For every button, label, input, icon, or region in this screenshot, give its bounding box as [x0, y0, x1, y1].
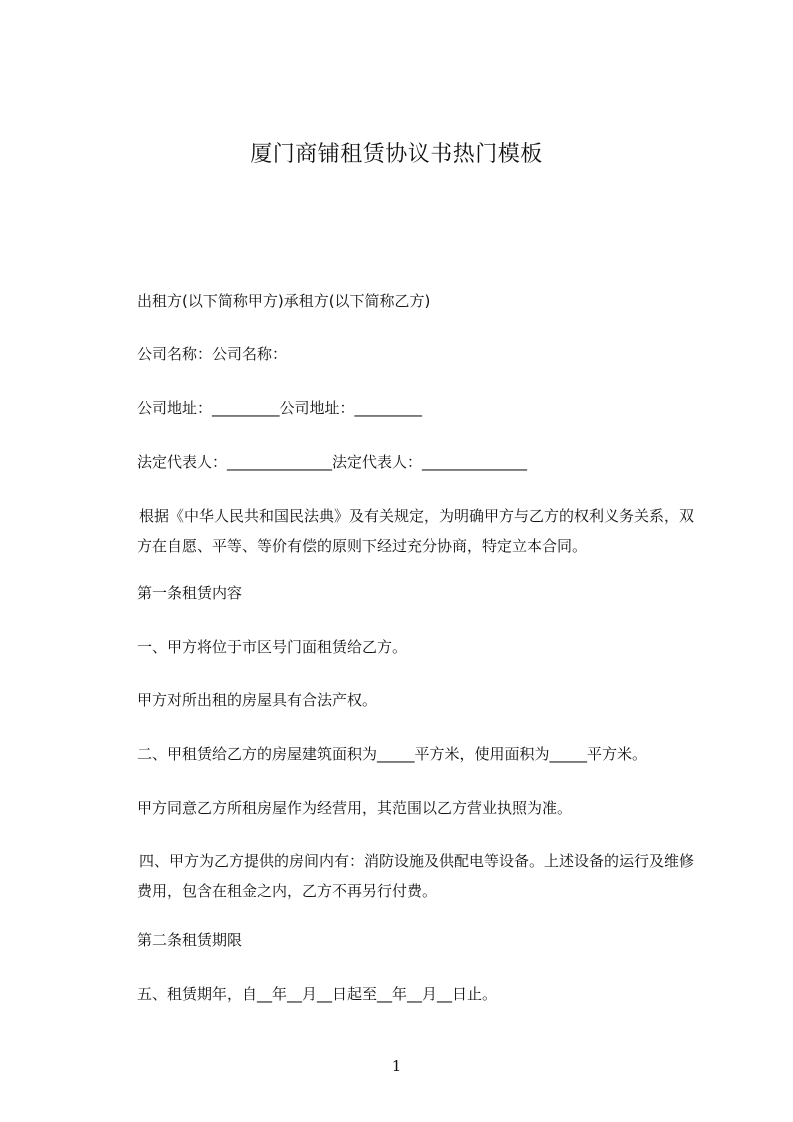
page-number: 1 — [391, 1057, 402, 1075]
article-1-heading: 第一条租赁内容 — [137, 584, 243, 602]
article-2-heading: 第二条租赁期限 — [137, 931, 243, 949]
preamble-paragraph: 根据《中华人民共和国民法典》及有关规定，为明确甲方与乙方的权利义务关系，双方在自愿、平等、等价有偿的原则下经过充分协商，特定立本合同。 — [137, 507, 695, 555]
clause-5: 五、租赁期年，自__年__月__日起至__年__月__日止。 — [137, 985, 498, 1003]
usage-purpose-line: 甲方同意乙方所租房屋作为经营用，其范围以乙方营业执照为准。 — [137, 799, 573, 817]
company-address-line: 公司地址：_________公司地址：_________ — [137, 399, 423, 417]
property-rights-line: 甲方对所出租的房屋具有合法产权。 — [137, 691, 378, 709]
company-name-line: 公司名称：公司名称： — [137, 345, 288, 363]
clause-1: 一、甲方将位于市区号门面租赁给乙方。 — [137, 638, 408, 656]
legal-representative-line: 法定代表人：______________法定代表人：______________ — [137, 453, 528, 471]
clause-2: 二、甲租赁给乙方的房屋建筑面积为_____平方米，使用面积为_____平方米。 — [137, 745, 648, 763]
clause-4-paragraph: 四、甲方为乙方提供的房间内有：消防设施及供配电等设备。上述设备的运行及维修费用，包含在租金之内，乙方不再另行付费。 — [137, 852, 695, 900]
document-title: 厦门商铺租赁协议书热门模板 — [250, 142, 543, 167]
parties-line: 出租方(以下简称甲方)承租方(以下简称乙方) — [137, 292, 431, 310]
